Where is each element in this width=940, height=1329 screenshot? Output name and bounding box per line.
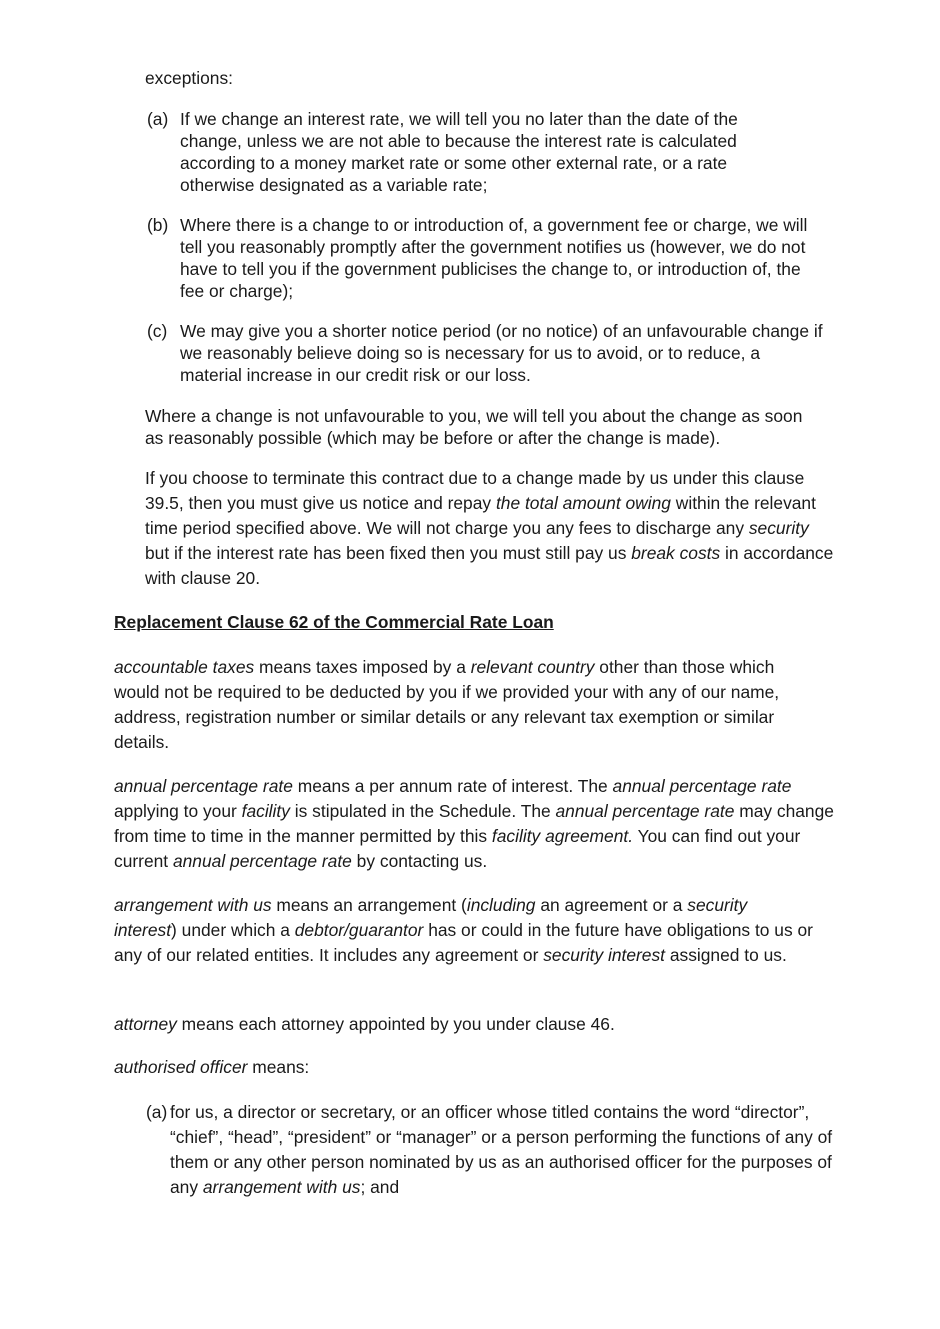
definition-accountable-taxes: accountable taxes means taxes imposed by a relevant country other than those which would not be required to be deducted by you if we provided your with any of our name, address, registration number or similar details or any relevant tax exemption or similar details. [114, 657, 780, 752]
exceptions-lead: exceptions: [145, 68, 233, 88]
exception-item-a [147, 108, 807, 198]
definition-annual-percentage-rate: annual percentage rate means a per annum rate of interest. The annual percentage rate applying to your facility is stipulated in the Schedule. The annual percentage rate may change from time to time in the manner permitted by this facility agreement. You can find out your current annual percentage rate by contacting us. [114, 776, 834, 871]
not-unfavourable-paragraph: Where a change is not unfavourable to you, we will tell you about the change as soon as reasonably possible (which may be before or after the change is made). [145, 406, 803, 448]
item-text: for us, a director or secretary, or an officer whose titled contains the word “director”, “chief”, “head”, “president” or “manager” or a person performing the functions of any of them or any other person nominated by us as an authorised officer for the purposes of any arrangement with us; and [170, 1102, 833, 1197]
authorised-officer-item-a [146, 1100, 836, 1205]
terminate-paragraph: If you choose to terminate this contract due to a change made by us under this clause 39.5, then you must give us notice and repay the total amount owing within the relevant time period specified above. We will not charge you any fees to discharge any security but if the interest rate has been fixed then you must still pay us break costs in accordance with clause 20. [145, 468, 834, 588]
definition-arrangement-with-us: arrangement with us means an arrangement (including an agreement or a security interest) under which a debtor/guarantor has or could in the future have obligations to us or any of our related entities. It includes any agreement or security interest assigned to us. [114, 895, 813, 965]
item-text: Where there is a change to or introduction of, a government fee or charge, we will tell you reasonably promptly after the government notifies us (however, we do not have to tell you if the government publicises the change to, or introduction of, the fee or charge); [180, 215, 808, 301]
section-heading: Replacement Clause 62 of the Commercial Rate Loan [114, 612, 554, 632]
exception-item-b [147, 214, 827, 304]
item-label: (b) [147, 215, 169, 235]
item-text: We may give you a shorter notice period (or no notice) of an unfavourable change if we reasonably believe doing so is necessary for us to avoid, or to reduce, a material increase in our credit risk or our loss. [180, 321, 823, 385]
item-text: If we change an interest rate, we will tell you no later than the date of the change, unless we are not able to because the interest rate is calculated according to a money market rate or some other external rate, or a rate otherwise designated as a variable rate; [180, 109, 738, 195]
definition-authorised-officer: authorised officer means: [114, 1057, 310, 1077]
item-label: (a) [147, 109, 169, 129]
item-label: (c) [147, 321, 168, 341]
item-label: (a) [146, 1102, 168, 1122]
definition-attorney: attorney means each attorney appointed by you under clause 46. [114, 1014, 615, 1034]
exception-item-c [147, 320, 827, 388]
